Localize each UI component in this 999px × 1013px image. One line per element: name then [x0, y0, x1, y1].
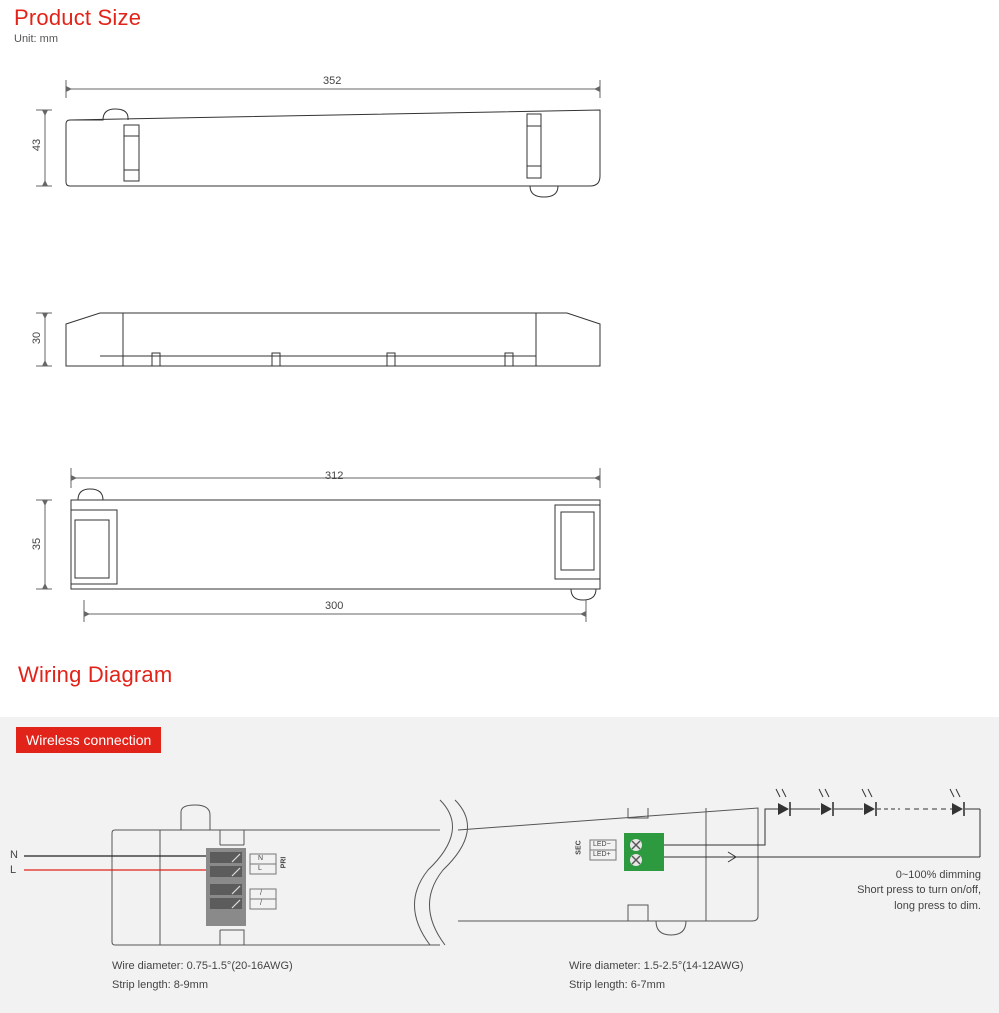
pri-wire-diameter-text: Wire diameter: 0.75-1.5°(20-16AWG) [112, 960, 293, 972]
pri-l-label: L [258, 865, 262, 872]
dim-side-height: 30 [31, 331, 44, 345]
dim-bottom-length: 312 [325, 470, 344, 482]
product-size-title: Product Size [14, 5, 142, 30]
dim-top-length: 352 [323, 75, 342, 87]
sec-label: SEC [575, 840, 583, 855]
dim-mount-spacing: 300 [325, 600, 344, 612]
dim-top-height: 43 [31, 138, 44, 152]
sec-strip-length-text: Strip length: 6-7mm [569, 979, 665, 991]
dimming-short-press-text: Short press to turn on/off, [857, 884, 981, 896]
pri-slash-1: / [260, 890, 262, 897]
pri-label: PRI [280, 856, 288, 869]
dimming-range-text: 0~100% dimming [895, 869, 981, 881]
wireless-connection-badge: Wireless connection [16, 727, 161, 753]
output-wires [664, 809, 980, 862]
sec-led-minus-label: LED− [593, 841, 611, 848]
driver-body-right [458, 808, 758, 921]
pri-strip-length-text: Strip length: 8-9mm [112, 979, 208, 991]
dim-bottom-height: 35 [31, 537, 44, 551]
dimming-long-press-text: long press to dim. [894, 900, 981, 912]
input-n-label: N [10, 849, 18, 861]
pri-terminal-block [206, 848, 276, 926]
sec-wire-diameter-text: Wire diameter: 1.5-2.5°(14-12AWG) [569, 960, 744, 972]
pri-n-label: N [258, 855, 264, 862]
break-line [414, 800, 452, 945]
driver-body-left [160, 830, 440, 945]
led-light-rays-icon [776, 789, 960, 797]
sec-led-plus-label: LED+ [593, 851, 611, 858]
wiring-diagram-title: Wiring Diagram [18, 662, 173, 687]
unit-label: Unit: mm [14, 33, 58, 45]
input-l-label: L [10, 864, 17, 876]
pri-slash-2: / [260, 900, 262, 907]
